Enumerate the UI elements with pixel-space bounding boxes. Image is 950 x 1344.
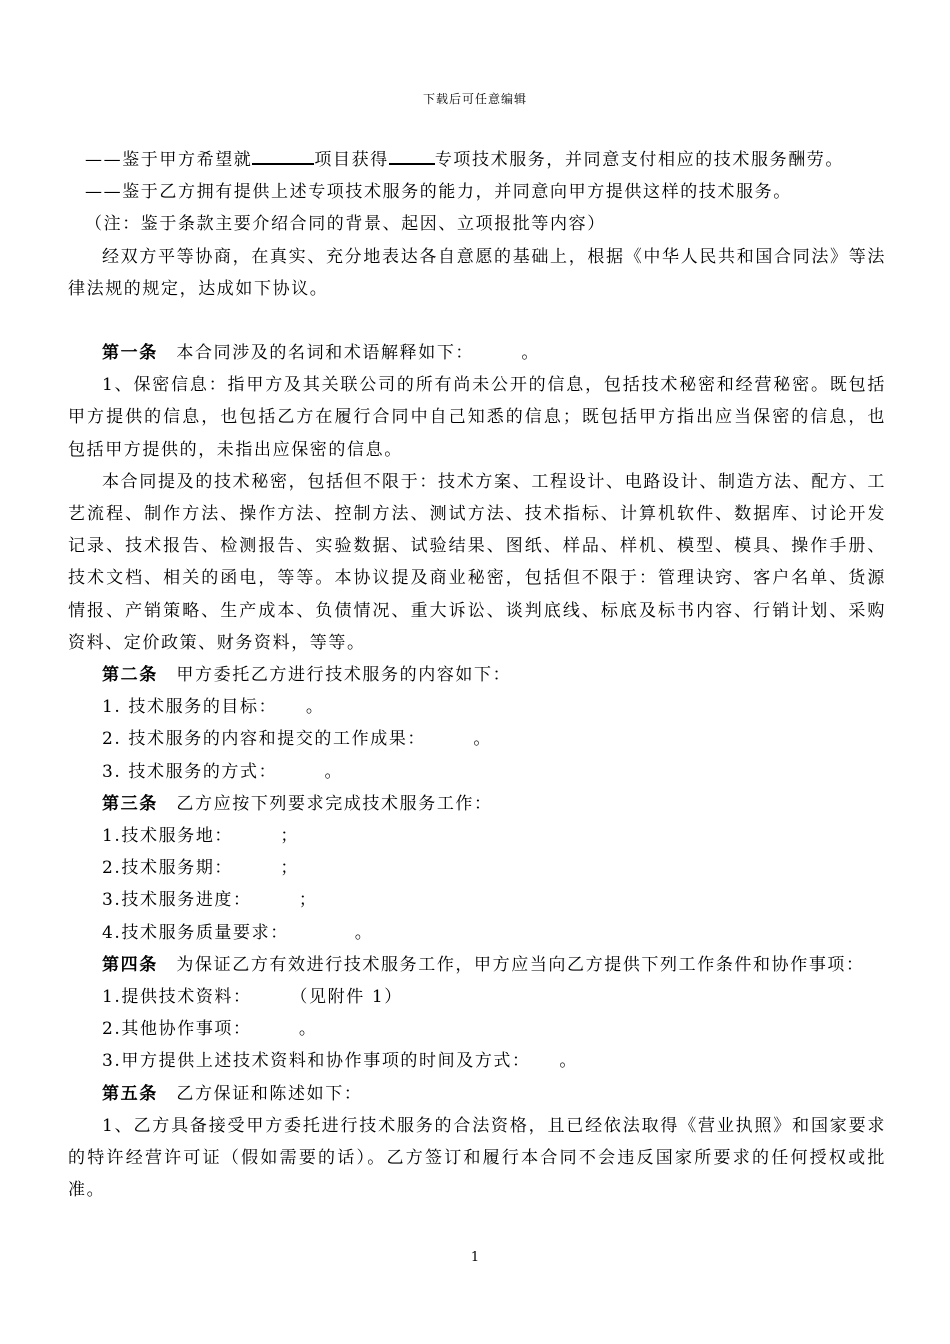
article-5-item-1: 1、乙方具备接受甲方委托进行技术服务的合法资格，且已经依法取得《营业执照》和国家要求的特许经营许可证（假如需要的话）。乙方签订和履行本合同不会违反国家所要求的任何授权或批准。 [68, 1115, 886, 1201]
article-2-title: 第二条 [102, 665, 158, 686]
article-1-item-2: 本合同提及的技术秘密，包括但不限于：技术方案、工程设计、电路设计、制造方法、配方、工艺流程、制作方法、操作方法、控制方法、测试方法、技术指标、计算机软件、数据库、讨论开发记录、技术报告、检测报告、实验数据、试验结果、图纸、样品、样机、模型、模具、操作手册、技术文档、相关的函电，等等。本协议提及商业秘密，包括但不限于：管理诀窍、客户名单、货源情报、产销策略、生产成本、负债情况、重大诉讼、谈判底线、标底及标书内容、行销计划、采购资料、定价政策、财务资料，等等。 [68, 471, 886, 653]
intro-line-2: ——鉴于乙方拥有提供上述专项技术服务的能力，并同意向甲方提供这样的技术服务。 [85, 182, 792, 203]
article-4-text: 为保证乙方有效进行技术服务工作，甲方应当向乙方提供下列工作条件和协作事项： [176, 954, 865, 975]
article-3-item: 4.技术服务质量要求： 。 [102, 922, 374, 943]
article-1-text: 本合同涉及的名词和术语解释如下： 。 [176, 343, 540, 364]
article-4-title: 第四条 [102, 954, 158, 975]
article-4-item: 1.提供技术资料： （见附件 1） [102, 987, 403, 1008]
page-number: 1 [470, 1250, 480, 1265]
intro-agreement: 经双方平等协商，在真实、充分地表达各自意愿的基础上，根据《中华人民共和国合同法》等法律法规的规定，达成如下协议。 [68, 246, 886, 299]
intro-line-1 [68, 144, 886, 176]
article-5-title: 第五条 [102, 1083, 158, 1104]
header-note: 下载后可任意编辑 [422, 92, 527, 106]
article-3-item: 3.技术服务进度： ； [102, 890, 318, 911]
article-3-text: 乙方应按下列要求完成技术服务工作： [176, 793, 493, 814]
article-4-heading [68, 949, 886, 981]
article-2-item: 1. 技术服务的目标： 。 [102, 697, 325, 718]
article-1-item-1: 1、保密信息：指甲方及其关联公司的所有尚未公开的信息，包括技术秘密和经营秘密。既包括甲方提供的信息，也包括乙方在履行合同中自己知悉的信息；既包括甲方指出应当保密的信息，也包括甲方提供的，未指出应保密的信息。 [68, 375, 886, 460]
contract-body [68, 144, 886, 1207]
intro-line-1-part-a: ——鉴于甲方希望就 [85, 150, 253, 170]
article-2-heading [68, 659, 886, 691]
article-5-text: 乙方保证和陈述如下： [176, 1083, 363, 1104]
article-3-item: 1.技术服务地： ； [102, 826, 299, 847]
intro-line-1-part-b: 项目获得 [314, 150, 389, 170]
article-2-item: 3. 技术服务的方式： 。 [102, 761, 344, 782]
article-3-item: 2.技术服务期： ； [102, 858, 299, 879]
project-name-blank [252, 147, 314, 165]
article-1-heading [68, 337, 886, 369]
article-5-heading [68, 1078, 886, 1110]
service-name-blank [389, 147, 435, 165]
article-2-item: 2. 技术服务的内容和提交的工作成果： 。 [102, 729, 492, 750]
article-4-item: 3.甲方提供上述技术资料和协作事项的时间及方式： 。 [102, 1051, 578, 1072]
article-2-text: 甲方委托乙方进行技术服务的内容如下： [176, 665, 512, 686]
article-1-title: 第一条 [102, 343, 158, 364]
intro-note: （注：鉴于条款主要介绍合同的背景、起因、立项报批等内容） [85, 214, 606, 235]
article-3-heading [68, 788, 886, 820]
article-3-title: 第三条 [102, 793, 158, 814]
intro-line-1-part-c: 专项技术服务，并同意支付相应的技术服务酬劳。 [434, 150, 845, 170]
section-spacer [68, 305, 886, 337]
article-4-item: 2.其他协作事项： 。 [102, 1019, 318, 1040]
